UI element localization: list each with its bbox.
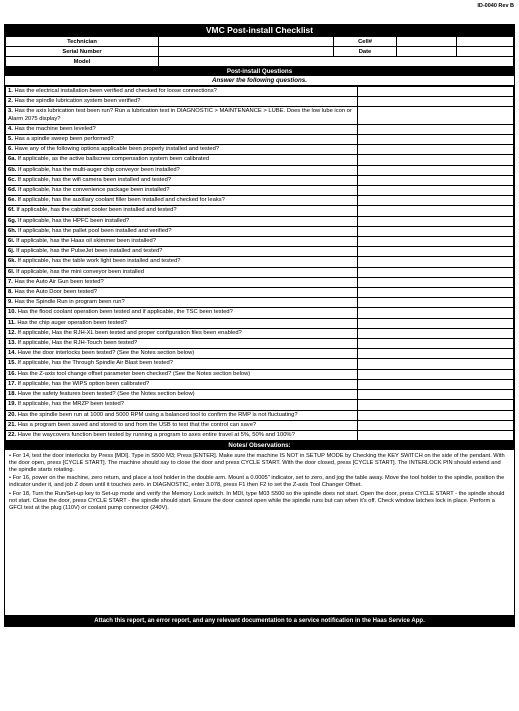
- document-id: ID-0040 Rev B: [477, 3, 514, 9]
- date-field[interactable]: [397, 47, 457, 57]
- question-label: Has the chip auger operation been tested?: [17, 319, 127, 326]
- question-label: Has a spindle sweep been performed?: [14, 136, 114, 143]
- answer-field[interactable]: [358, 359, 514, 369]
- question-label: If applicable, has the multi-auger chip conveyor been installed?: [18, 166, 180, 173]
- note-item: • For 18, Turn the Run/Set-up key to Set-up mode and verify the Memory Lock switch. In MDI, type M03 S500 so the spindle does not start. Open the door, press CYCLE START - the spindle should not start. Close the door, press CYCLE START - the spindle should start. Ensure the door cannot open while the spindle runs but can when it's off. Check window latches lock in place. Perform a GFCI test at the plug (110V) or coolant pump connector (240V).: [9, 490, 505, 511]
- questions-band: Post-install Questions: [5, 67, 514, 76]
- question-number: 19.: [8, 401, 17, 408]
- question-row: [6, 237, 514, 247]
- checklist-title: VMC Post-install Checklist: [5, 25, 514, 36]
- question-row: [6, 359, 514, 369]
- answer-field[interactable]: [358, 97, 514, 107]
- question-row: [6, 288, 514, 298]
- model-field[interactable]: [159, 57, 514, 67]
- question-number: 20.: [8, 411, 17, 418]
- question-number: 9.: [8, 299, 13, 306]
- answer-field[interactable]: [358, 87, 514, 97]
- question-number: 6k.: [8, 258, 17, 265]
- question-number: 17.: [8, 380, 17, 387]
- question-row: [6, 400, 514, 410]
- question-row: [6, 369, 514, 379]
- question-number: 6j.: [8, 248, 15, 255]
- question-label: Have any of the following options applicable been properly installed and tested?: [14, 146, 220, 153]
- question-text: [6, 257, 358, 267]
- question-number: 22.: [8, 431, 17, 438]
- question-label: If applicable, has the PulseJet been installed and tested?: [16, 248, 163, 255]
- question-row: [6, 267, 514, 277]
- question-text: [6, 196, 358, 206]
- question-number: 8.: [8, 289, 13, 296]
- answer-field[interactable]: [358, 379, 514, 389]
- question-label: If applicable, has the mini conveyor been installed: [16, 268, 145, 275]
- question-label: If applicable, has the WIPS option been calibrated?: [17, 380, 150, 387]
- question-text: [6, 175, 358, 185]
- serial-number-field[interactable]: [159, 47, 334, 57]
- question-number: 6c.: [8, 176, 17, 183]
- answer-field[interactable]: [358, 349, 514, 359]
- serial-number-label: Serial Number: [6, 47, 159, 57]
- question-label: Have the waycovers function been tested by running a program to axes entire travel at 5%, 50% and 100%?: [17, 431, 295, 438]
- cell-label: Cell#: [334, 37, 397, 47]
- question-number: 1.: [8, 88, 13, 94]
- question-label: If applicable, has the pallet pool been installed and verified?: [18, 227, 172, 234]
- question-text: [6, 145, 358, 155]
- question-label: Has the spindle lubrication system been verified?: [14, 98, 141, 105]
- question-row: [6, 216, 514, 226]
- question-row: [6, 87, 514, 97]
- question-row: [6, 277, 514, 287]
- cell-field-extra[interactable]: [457, 37, 514, 47]
- question-text: [6, 226, 358, 236]
- question-text: [6, 155, 358, 165]
- question-row: [6, 175, 514, 185]
- question-text: [6, 247, 358, 257]
- question-label: Has a program been saved and stored to and from the USB to test that the control can save?: [17, 421, 257, 428]
- answer-field[interactable]: [358, 237, 514, 247]
- question-label: Has the Spindle Run in program been run?: [14, 299, 125, 306]
- question-row: [6, 196, 514, 206]
- question-text: [6, 97, 358, 107]
- question-label: Has the Auto Door been tested?: [14, 289, 97, 296]
- answer-field[interactable]: [358, 318, 514, 328]
- question-text: [6, 400, 358, 410]
- answer-field[interactable]: [358, 107, 514, 124]
- question-row: [6, 328, 514, 338]
- question-row: [6, 226, 514, 236]
- question-row: [6, 308, 514, 318]
- answer-field[interactable]: [358, 196, 514, 206]
- answer-field[interactable]: [358, 430, 514, 440]
- question-text: [6, 308, 358, 318]
- question-row: [6, 318, 514, 328]
- date-field-extra[interactable]: [457, 47, 514, 57]
- answer-field[interactable]: [358, 257, 514, 267]
- answer-field[interactable]: [358, 267, 514, 277]
- question-number: 15.: [8, 360, 17, 367]
- question-number: 13.: [8, 340, 17, 347]
- checklist-sheet: [4, 24, 515, 627]
- question-number: 4.: [8, 125, 13, 132]
- question-label: Have the door interlocks been tested? (See the Notes section below): [17, 350, 195, 357]
- question-text: [6, 206, 358, 216]
- question-number: 5.: [8, 136, 13, 143]
- question-number: 6i.: [8, 238, 15, 245]
- question-row: [6, 420, 514, 430]
- question-label: Has the axis lubrication test been run? Run a lubrication test in DIAGNOSTIC > MAINTENANCE > LUBE. Does the low lube icon or Alarm 2075 display?: [8, 108, 352, 122]
- answer-field[interactable]: [358, 420, 514, 430]
- question-row: [6, 97, 514, 107]
- question-number: 21.: [8, 421, 17, 428]
- note-item: • For 14, test the door interlocks by Press [MDI]. Type in S500 M3; Press [ENTER]. Make sure the machine IS NOT in SETUP MODE by Checking the KEY SWITCH on the side of the pendant. With the door open, press [CYCLE START]. The machine should say to close the door and press CYCLE START. With the door closed, press [CYCLE START]. The INTERLOCK PIN should extend and the spindle starts rotating.: [9, 453, 505, 474]
- question-row: [6, 155, 514, 165]
- question-row: [6, 339, 514, 349]
- model-label: Model: [6, 57, 159, 67]
- question-text: [6, 135, 358, 145]
- question-number: 14.: [8, 350, 17, 357]
- technician-field[interactable]: [159, 37, 334, 47]
- notes-band: Notes/ Observations:: [5, 441, 514, 450]
- question-label: Has the machine been leveled?: [14, 125, 96, 132]
- question-text: [6, 267, 358, 277]
- question-text: [6, 359, 358, 369]
- question-label: If applicable, has the MRZP been tested?: [17, 401, 124, 408]
- question-row: [6, 145, 514, 155]
- answer-field[interactable]: [358, 288, 514, 298]
- question-row: [6, 257, 514, 267]
- question-number: 3.: [8, 108, 13, 115]
- answer-field[interactable]: [358, 277, 514, 287]
- question-text: [6, 124, 358, 134]
- question-label: If applicable, has the table work light been installed and tested?: [17, 258, 181, 265]
- question-text: [6, 186, 358, 196]
- question-label: If applicable, has the Haas oil skimmer been installed?: [16, 238, 156, 245]
- answer-field[interactable]: [358, 226, 514, 236]
- question-text: [6, 390, 358, 400]
- answer-field[interactable]: [358, 247, 514, 257]
- question-text: [6, 298, 358, 308]
- answer-field[interactable]: [358, 155, 514, 165]
- answer-field[interactable]: [358, 216, 514, 226]
- question-row: [6, 186, 514, 196]
- question-label: Have the safety features been tested? (See the Notes section below): [17, 391, 195, 398]
- answer-field[interactable]: [358, 308, 514, 318]
- question-label: If applicable, as the active ballscrew compensation system been calibrated: [17, 156, 210, 163]
- question-label: Has the spindle been run at 1000 and 5000 RPM using a balanced tool to confirm the RMP is not fluctuating?: [17, 411, 298, 418]
- answer-field[interactable]: [358, 186, 514, 196]
- question-text: [6, 277, 358, 287]
- question-text: [6, 165, 358, 175]
- question-text: [6, 349, 358, 359]
- question-text: [6, 288, 358, 298]
- questions-table: [5, 86, 514, 441]
- question-label: If applicable, Has the RJH-XL been tested and proper configuration files been enabled?: [17, 329, 242, 336]
- answer-field[interactable]: [358, 206, 514, 216]
- question-label: If applicable, has the cabinet cooler been installed and tested?: [16, 207, 177, 214]
- question-number: 6a.: [8, 156, 17, 163]
- question-label: If applicable, has the Through Spindle Air Blast been tested?: [17, 360, 173, 367]
- question-number: 6b.: [8, 166, 17, 173]
- answer-field[interactable]: [358, 400, 514, 410]
- question-number: 6g.: [8, 217, 17, 224]
- question-row: [6, 410, 514, 420]
- question-number: 6d.: [8, 187, 17, 194]
- question-number: 6f.: [8, 207, 15, 214]
- question-text: [6, 328, 358, 338]
- question-number: 6e.: [8, 197, 17, 204]
- question-number: 6h.: [8, 227, 17, 234]
- question-number: 12.: [8, 329, 17, 336]
- question-row: [6, 349, 514, 359]
- question-number: 7.: [8, 278, 13, 285]
- question-label: If applicable, has the auxiliary coolant filler been installed and checked for leaks?: [17, 197, 225, 204]
- question-number: 6l.: [8, 268, 15, 275]
- answer-field[interactable]: [358, 145, 514, 155]
- question-row: [6, 430, 514, 440]
- answer-field[interactable]: [358, 298, 514, 308]
- answer-field[interactable]: [358, 339, 514, 349]
- question-text: [6, 410, 358, 420]
- question-text: [6, 430, 358, 440]
- question-number: 6.: [8, 146, 13, 153]
- question-text: [6, 420, 358, 430]
- question-label: If applicable, has the convenience package been installed?: [18, 187, 170, 194]
- question-label: If applicable, has the wifi camera been installed and tested?: [17, 176, 172, 183]
- answer-field[interactable]: [358, 369, 514, 379]
- question-number: 10.: [8, 309, 17, 316]
- header-fields: [5, 36, 514, 67]
- answer-field[interactable]: [358, 175, 514, 185]
- answer-field[interactable]: [358, 328, 514, 338]
- question-text: [6, 237, 358, 247]
- footer-instruction: Attach this report, an error report, and any relevant documentation to a service notification in the Haas Service App.: [5, 616, 514, 626]
- question-row: [6, 379, 514, 389]
- answer-prompt: Answer the following questions.: [5, 76, 514, 86]
- question-label: If applicable, has the HPFC been installed?: [18, 217, 130, 224]
- note-item: • For 16, power on the machine, zero return, and place a tool holder in the double arm. Mount a 0.0005" indicator, set to zero, and jog the table away. Move the tool holder to the spindle, position the indicator under it, and job Z down until it touches zero. in DIAGNOSTIC, enter 3.078, press F1 then F2 to set the Z-axis Tool Changer Offset.: [9, 475, 505, 489]
- question-row: [6, 107, 514, 124]
- question-number: 18.: [8, 391, 17, 398]
- technician-label: Technician: [6, 37, 159, 47]
- question-text: [6, 107, 358, 124]
- question-row: [6, 247, 514, 257]
- question-row: [6, 165, 514, 175]
- date-label: Date: [334, 47, 397, 57]
- question-row: [6, 206, 514, 216]
- question-text: [6, 339, 358, 349]
- question-label: Has the electrical installation been verified and checked for loose connections?: [14, 88, 217, 94]
- question-text: [6, 87, 358, 97]
- answer-field[interactable]: [358, 410, 514, 420]
- question-row: [6, 390, 514, 400]
- answer-field[interactable]: [358, 135, 514, 145]
- answer-field[interactable]: [358, 124, 514, 134]
- question-row: [6, 124, 514, 134]
- question-row: [6, 298, 514, 308]
- question-text: [6, 379, 358, 389]
- notes-box[interactable]: [5, 450, 514, 616]
- question-number: 11.: [8, 319, 16, 326]
- question-number: 2.: [8, 98, 13, 105]
- question-label: Has the flood coolant operation been tested and if applicable, the TSC been tested?: [17, 309, 233, 316]
- question-label: If applicable, Has the RJH-Touch been tested?: [17, 340, 138, 347]
- answer-field[interactable]: [358, 390, 514, 400]
- answer-field[interactable]: [358, 165, 514, 175]
- question-number: 16.: [8, 370, 17, 377]
- question-text: [6, 318, 358, 328]
- question-text: [6, 216, 358, 226]
- question-label: Has the Z-axis tool change offset parameter been checked? (See the Notes section below): [17, 370, 251, 377]
- question-text: [6, 369, 358, 379]
- question-label: Has the Auto Air Gun been tested?: [14, 278, 104, 285]
- cell-field[interactable]: [397, 37, 457, 47]
- question-row: [6, 135, 514, 145]
